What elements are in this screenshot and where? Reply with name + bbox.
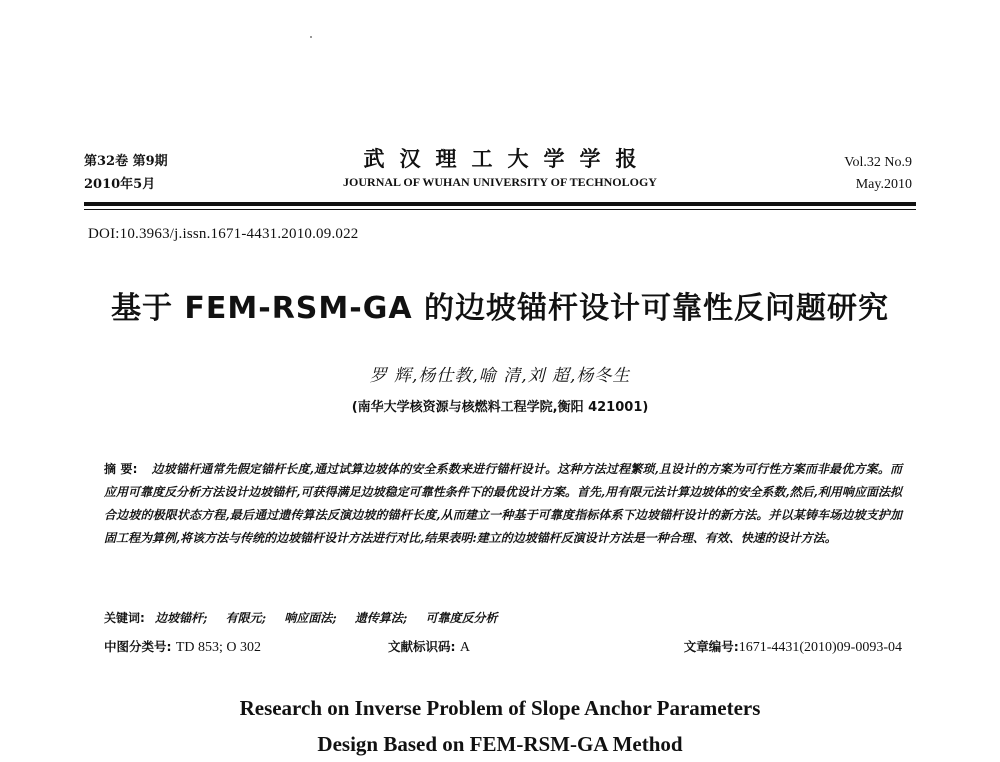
paper-title-cn: 基于 FEM-RSM-GA 的边坡锚杆设计可靠性反问题研究 xyxy=(110,291,890,326)
issue-date-en: May.2010 xyxy=(855,177,912,192)
classification-label: 中图分类号: xyxy=(104,639,172,654)
paper-title-en-line1: Research on Inverse Problem of Slope Anchor Parameters xyxy=(239,696,761,720)
abstract-label: 摘 要: xyxy=(104,462,138,476)
keywords xyxy=(104,609,506,626)
document-code-value: A xyxy=(459,640,470,655)
article-number-label: 文章编号: xyxy=(683,639,739,654)
keyword-item: 有限元; xyxy=(225,611,267,625)
paper-title-en-line2: Design Based on FEM-RSM-GA Method xyxy=(317,732,683,756)
journal-name-en: JOURNAL OF WUHAN UNIVERSITY OF TECHNOLOGY xyxy=(343,175,657,189)
keyword-item: 可靠度反分析 xyxy=(425,611,498,625)
paper-title-en xyxy=(0,690,1000,762)
doi: DOI:10.3963/j.issn.1671-4431.2010.09.022 xyxy=(88,226,359,242)
document-code-label: 文献标识码: xyxy=(388,639,456,654)
volume-issue: 第32卷 第9期 xyxy=(84,154,168,169)
abstract-text: 边坡锚杆通常先假定锚杆长度,通过试算边坡体的安全系数来进行锚杆设计。这种方法过程繁琐,且设计的方案为可行性方案而非最优方案。而应用可靠度反分析方法设计边坡锚杆,可获得满足边坡稳定可靠性条件下的最优设计方案。首先,用有限元法计算边坡体的安全系数,然后,利用响应面法拟合边坡的极限状态方程,最后通过遗传算法反演边坡的锚杆长度,从而建立一种基于可靠度指标体系下边坡锚杆设计的新方法。并以某铸车场边坡支护加固工程为算例,将该方法与传统的边坡锚杆设计方法进行对比,结果表明:建立的边坡锚杆反演设计方法是一种合理、有效、快速的设计方法。 xyxy=(104,462,902,545)
header-rule-thin xyxy=(84,209,916,210)
classification-value: TD 853; O 302 xyxy=(175,640,262,655)
authors: 罗 辉,杨仕教,喻 清,刘 超,杨冬生 xyxy=(369,366,631,386)
article-number-value: 1671-4431(2010)09-0093-04 xyxy=(738,640,902,655)
article-number xyxy=(684,637,902,656)
document-code xyxy=(388,637,470,656)
header-rule-thick xyxy=(84,202,916,206)
keyword-item: 响应面法; xyxy=(284,611,337,625)
classification xyxy=(104,637,261,656)
issue-date-cn: 2010年5月 xyxy=(84,177,156,192)
keyword-item: 边坡锚杆; xyxy=(155,611,208,625)
abstract xyxy=(104,458,902,550)
scan-speck xyxy=(310,36,312,38)
journal-name-cn: 武汉理工大学学报 xyxy=(363,146,652,171)
vol-no-en: Vol.32 No.9 xyxy=(844,155,912,170)
affiliation: (南华大学核资源与核燃料工程学院,衡阳 421001) xyxy=(351,400,649,415)
keyword-item: 遗传算法; xyxy=(354,611,408,625)
keywords-label: 关键词: xyxy=(104,611,145,625)
issue-info-en xyxy=(844,152,912,196)
